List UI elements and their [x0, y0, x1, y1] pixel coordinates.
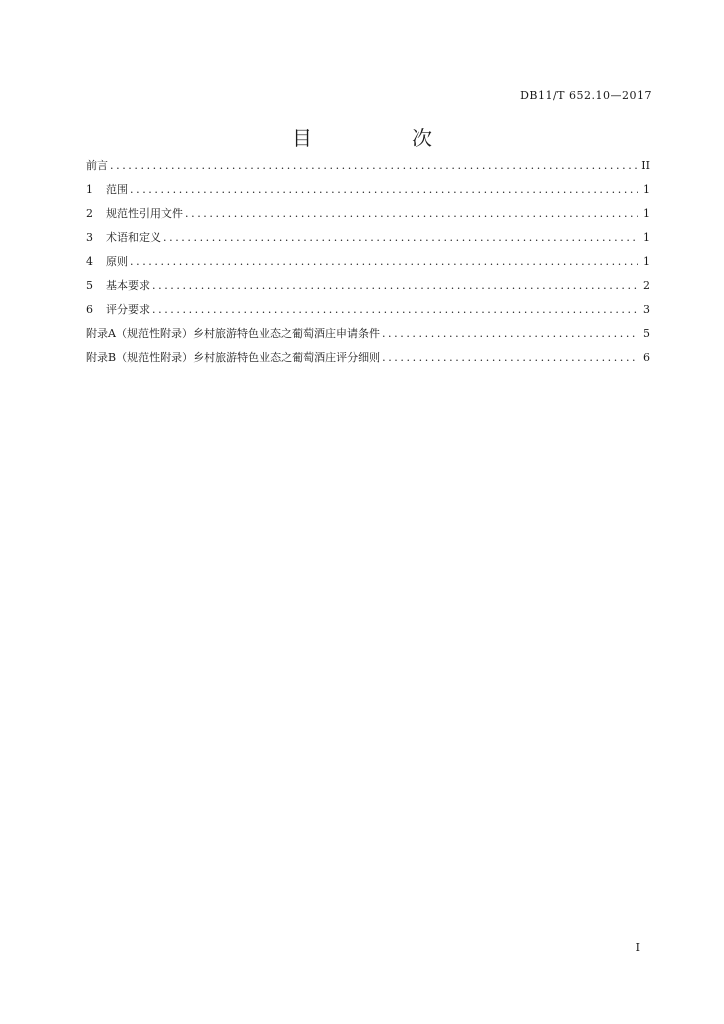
toc-entry-page: 2: [643, 279, 650, 292]
toc-entry-page: 1: [643, 207, 650, 220]
document-code: DB11/T 652.10—2017: [520, 89, 652, 102]
toc-leader-dots: [152, 301, 638, 319]
toc-leader-dots: [382, 349, 638, 367]
toc-entry-scope[interactable]: [86, 181, 650, 205]
toc-leader-dots: [130, 181, 638, 199]
toc-entry-number: 2: [86, 207, 93, 220]
toc-leader-dots: [382, 325, 638, 343]
toc-leader-dots: [130, 253, 638, 271]
toc-entry-principles[interactable]: [86, 253, 650, 277]
toc-entry-terms-definitions[interactable]: [86, 229, 650, 253]
toc-entry-number: 1: [86, 183, 93, 196]
toc-entry-page: II: [641, 159, 650, 172]
toc-entry-text: 规范性引用文件: [106, 207, 183, 220]
toc-entry-text: 评分要求: [106, 303, 150, 316]
toc-leader-dots: [110, 157, 637, 175]
table-of-contents: [86, 157, 650, 373]
toc-entry-page: 6: [643, 351, 650, 364]
toc-entry-scoring-requirements[interactable]: [86, 301, 650, 325]
toc-entry-page: 1: [643, 255, 650, 268]
toc-leader-dots: [152, 277, 638, 295]
toc-entry-normative-references[interactable]: [86, 205, 650, 229]
toc-entry-text: 基本要求: [106, 279, 150, 292]
toc-entry-appendix-b[interactable]: [86, 349, 650, 373]
toc-entry-basic-requirements[interactable]: [86, 277, 650, 301]
toc-entry-page: 3: [643, 303, 650, 316]
toc-entry-page: 1: [643, 231, 650, 244]
toc-leader-dots: [163, 229, 638, 247]
toc-entry-number: 3: [86, 231, 93, 244]
page-number: I: [635, 941, 640, 954]
toc-entry-text: 术语和定义: [106, 231, 161, 244]
toc-entry-page: 1: [643, 183, 650, 196]
toc-entry-foreword[interactable]: [86, 157, 650, 181]
toc-entry-number: 4: [86, 255, 93, 268]
toc-entry-text: 附录B（规范性附录）乡村旅游特色业态之葡萄酒庄评分细则: [86, 351, 381, 364]
toc-entry-text: 范围: [106, 183, 128, 196]
toc-entry-number: 5: [86, 279, 93, 292]
toc-entry-appendix-a[interactable]: [86, 325, 650, 349]
toc-entry-text: 附录A（规范性附录）乡村旅游特色业态之葡萄酒庄申请条件: [86, 327, 380, 340]
toc-leader-dots: [185, 205, 638, 223]
toc-title: 目 次: [292, 126, 472, 150]
toc-entry-text: 原则: [106, 255, 128, 268]
toc-entry-number: 6: [86, 303, 93, 316]
toc-entry-page: 5: [643, 327, 650, 340]
toc-entry-text: 前言: [86, 159, 108, 172]
